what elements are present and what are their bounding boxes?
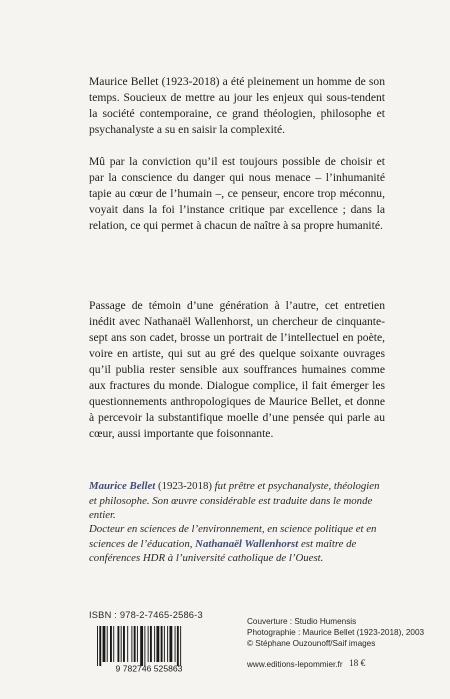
barcode-bar: [167, 626, 168, 662]
barcode-bar: [148, 626, 149, 662]
coauthor-name: Nathanaël Wallenhorst: [195, 537, 299, 550]
author-name: Maurice Bellet: [89, 480, 156, 492]
barcode-bar: [123, 626, 125, 662]
copyright-credit: © Stéphane Ouzounoff/Saif images: [247, 639, 376, 648]
barcode-digits: 9 782746 525863: [115, 663, 183, 673]
description-paragraph-3: Passage de témoin d’une génération à l’autre, cet entretien inédit avec Nathanaël Wallenhorst, un chercheur de cinquante-sept ans son cadet, brosse un portrait de l’intellectuel en poète, voire en artiste, qui sut au gré des quelque soixante ouvrages qu’il publia rester sensible aux souffrances humaines comme aux fractures du monde. Dialogue complice, il fait émerger les questionnements anthropologiques de Maurice Bellet, et donne à percevoir la substantifique moelle d’une pensée qui parle au cœur, aussi importante que foisonnante.: [89, 299, 385, 440]
barcode-bar: [164, 626, 165, 662]
barcode-bar: [117, 626, 119, 662]
barcode-bar: [107, 626, 108, 662]
description-paragraph-2: Mû par la conviction qu’il est toujours possible de choisir et par la conscience du danger qui nous menace – l’inhumanité tapie au cœur de l’humain –, ce penseur, encore trop méconnu, voyait dans la foi l’instance critique par excellence ; dans la relation, ce qui permet à chacun de naître à sa propre humanité.: [89, 155, 385, 232]
barcode-bar: [131, 626, 132, 662]
barcode-bar: [144, 626, 145, 666]
photo-credit: Photographie : Maurice Bellet (1923-2018), 2003: [247, 628, 425, 637]
barcode-bar: [110, 626, 112, 662]
coauthor-bio-intro: Docteur en sciences de l’environnement, en science politique et en sciences de l’éducation,: [89, 523, 377, 550]
barcode-bar: [127, 626, 128, 662]
barcode-bar: [154, 626, 155, 662]
barcode-bar: [180, 626, 181, 666]
barcode-bar: [103, 626, 106, 662]
description-paragraph-1: Maurice Bellet (1923-2018) a été pleinement un homme de son temps. Soucieux de mettre au jour les enjeux qui sous-tendent la société contemporaine, ce grand théologien, philosophe et psychanalyste a su en saisir la complexité.: [89, 75, 385, 136]
barcode-bar: [161, 626, 163, 662]
barcode-bar: [140, 626, 143, 666]
barcode-bar: [137, 626, 138, 662]
barcode-bar: [121, 626, 122, 662]
barcode-bar: [150, 626, 152, 662]
barcode-bar: [156, 626, 159, 662]
cover-credit: Couverture : Studio Humensis: [247, 617, 357, 626]
barcode-bar: [177, 626, 179, 666]
image-credits: [247, 616, 424, 649]
barcode-bar: [113, 626, 114, 662]
price: 18 €: [349, 659, 366, 669]
barcode-bar: [134, 626, 136, 662]
barcode: [89, 625, 209, 673]
author-bio-bellet: [89, 479, 389, 523]
publisher-website: www.editions-lepommier.fr: [247, 660, 343, 669]
isbn: ISBN : 978-2-7465-2586-3: [89, 610, 203, 620]
author-bio-wallenhorst: [89, 522, 389, 566]
author-dates: (1923-2018): [157, 480, 212, 492]
barcode-bar: [169, 626, 172, 662]
author-bio-text: fut prêtre et psychanalyste, théologien et philosophe. Son œuvre considérable est traduite dans le monde entier.: [89, 480, 380, 521]
barcode-bar: [99, 626, 101, 666]
barcode-bar: [97, 626, 98, 666]
barcode-bar: [175, 626, 176, 662]
coauthor-bio-text: est maître de conférences HDR à l’université catholique de l’Ouest.: [89, 537, 357, 564]
